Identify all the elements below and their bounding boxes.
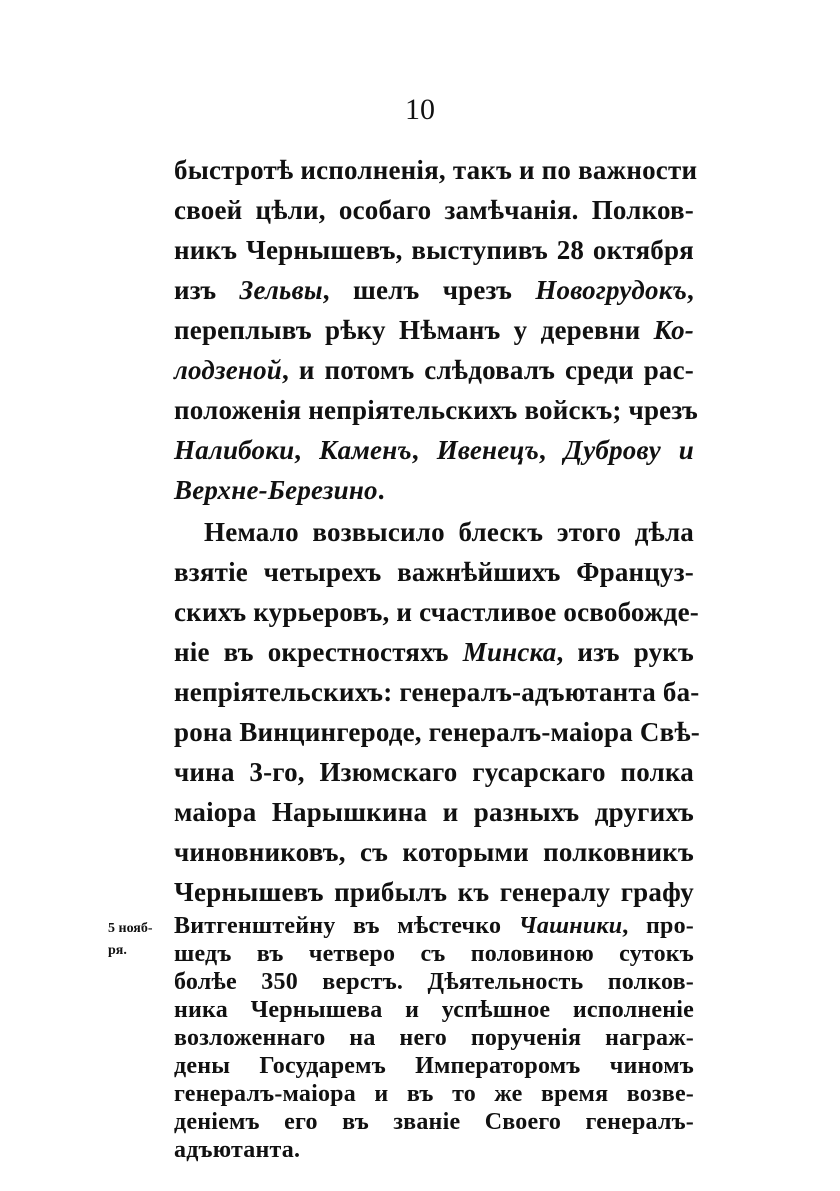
text-line: адъютанта.: [174, 1137, 301, 1163]
text-span: , и потомъ слѣдовалъ среди рас-: [282, 355, 694, 385]
text-line: чиновниковъ, съ которыми полковникъ: [174, 837, 694, 867]
place-name: Чашники: [518, 913, 623, 939]
text-line: [174, 912, 694, 940]
text-line: шедъ въ четверо съ половиною сутокъ: [174, 941, 694, 967]
text-line: положенія непріятельскихъ войскъ; чрезъ: [174, 395, 698, 425]
place-name: Верхне-Березино: [174, 475, 378, 505]
text-span: .: [377, 475, 385, 505]
margin-note-date-cont: ря.: [108, 943, 127, 958]
text-span: , изъ рукъ: [556, 637, 694, 667]
page-number: 10: [405, 93, 435, 126]
text-line: скихъ курьеровъ, и счастливое освобожде-: [174, 597, 699, 627]
place-name: Ко-: [653, 315, 694, 345]
text-line: маіора Нарышкина и разныхъ другихъ: [174, 797, 694, 827]
text-span: , шелъ чрезъ: [322, 275, 536, 305]
text-line: генералъ-маіора и въ то же время возве-: [174, 1081, 694, 1107]
text-line: своей цѣли, особаго замѣчанія. Полков-: [174, 195, 694, 225]
text-line: [174, 350, 694, 390]
text-line: никъ Чернышевъ, выступивъ 28 октября: [174, 235, 694, 265]
text-line: ника Чернышева и успѣшное исполненіе: [174, 997, 694, 1023]
place-name: Зельвы: [239, 275, 323, 305]
text-line: [174, 430, 694, 470]
place-name: Дуброву и: [563, 435, 695, 465]
place-name: Ивенецъ: [436, 435, 540, 465]
text-line: болѣе 350 верстъ. Дѣятельность полков-: [174, 969, 694, 995]
text-line: возложеннаго на него порученія награж-: [174, 1025, 694, 1051]
text-span: ,: [539, 435, 564, 465]
place-name: лодзеной: [174, 355, 283, 385]
text-span: изъ: [174, 275, 240, 305]
text-line: [174, 310, 694, 350]
text-line: взятіе четырехъ важнѣйшихъ Француз-: [174, 557, 694, 587]
text-line: деніемъ его въ званіе Своего генералъ-: [174, 1109, 694, 1135]
text-line: непріятельскихъ: генералъ-адъютанта ба-: [174, 677, 700, 707]
text-span: ніе въ окрестностяхъ: [174, 637, 463, 667]
text-line: дены Государемъ Императоромъ чиномъ: [174, 1053, 694, 1079]
text-line: [174, 470, 694, 510]
text-span: переплывъ рѣку Нѣманъ у деревни: [174, 315, 654, 345]
text-span: ,: [687, 275, 694, 305]
text-line: [174, 632, 694, 672]
text-line: чина 3-го, Изюмскаго гусарскаго полка: [174, 757, 694, 787]
text-line: Чернышевъ прибылъ къ генералу графу: [174, 877, 694, 907]
place-name: Минска: [462, 637, 557, 667]
text-span: ,: [294, 435, 320, 465]
place-name: Новогрудокъ: [535, 275, 688, 305]
margin-note-date: 5 нояб-: [108, 921, 153, 936]
text-span: Витгенштейну въ мѣстечко: [174, 913, 519, 939]
text-line: [174, 270, 694, 310]
place-name: Налибоки: [174, 435, 295, 465]
text-span: ,: [411, 435, 437, 465]
text-span: , про-: [622, 913, 694, 939]
text-line: рона Винцингероде, генералъ-маіора Свѣ-: [174, 717, 700, 747]
text-line: Немало возвысило блескъ этого дѣла: [204, 517, 694, 547]
place-name: Каменъ: [319, 435, 412, 465]
text-line: быстротѣ исполненія, такъ и по важности: [174, 155, 698, 185]
